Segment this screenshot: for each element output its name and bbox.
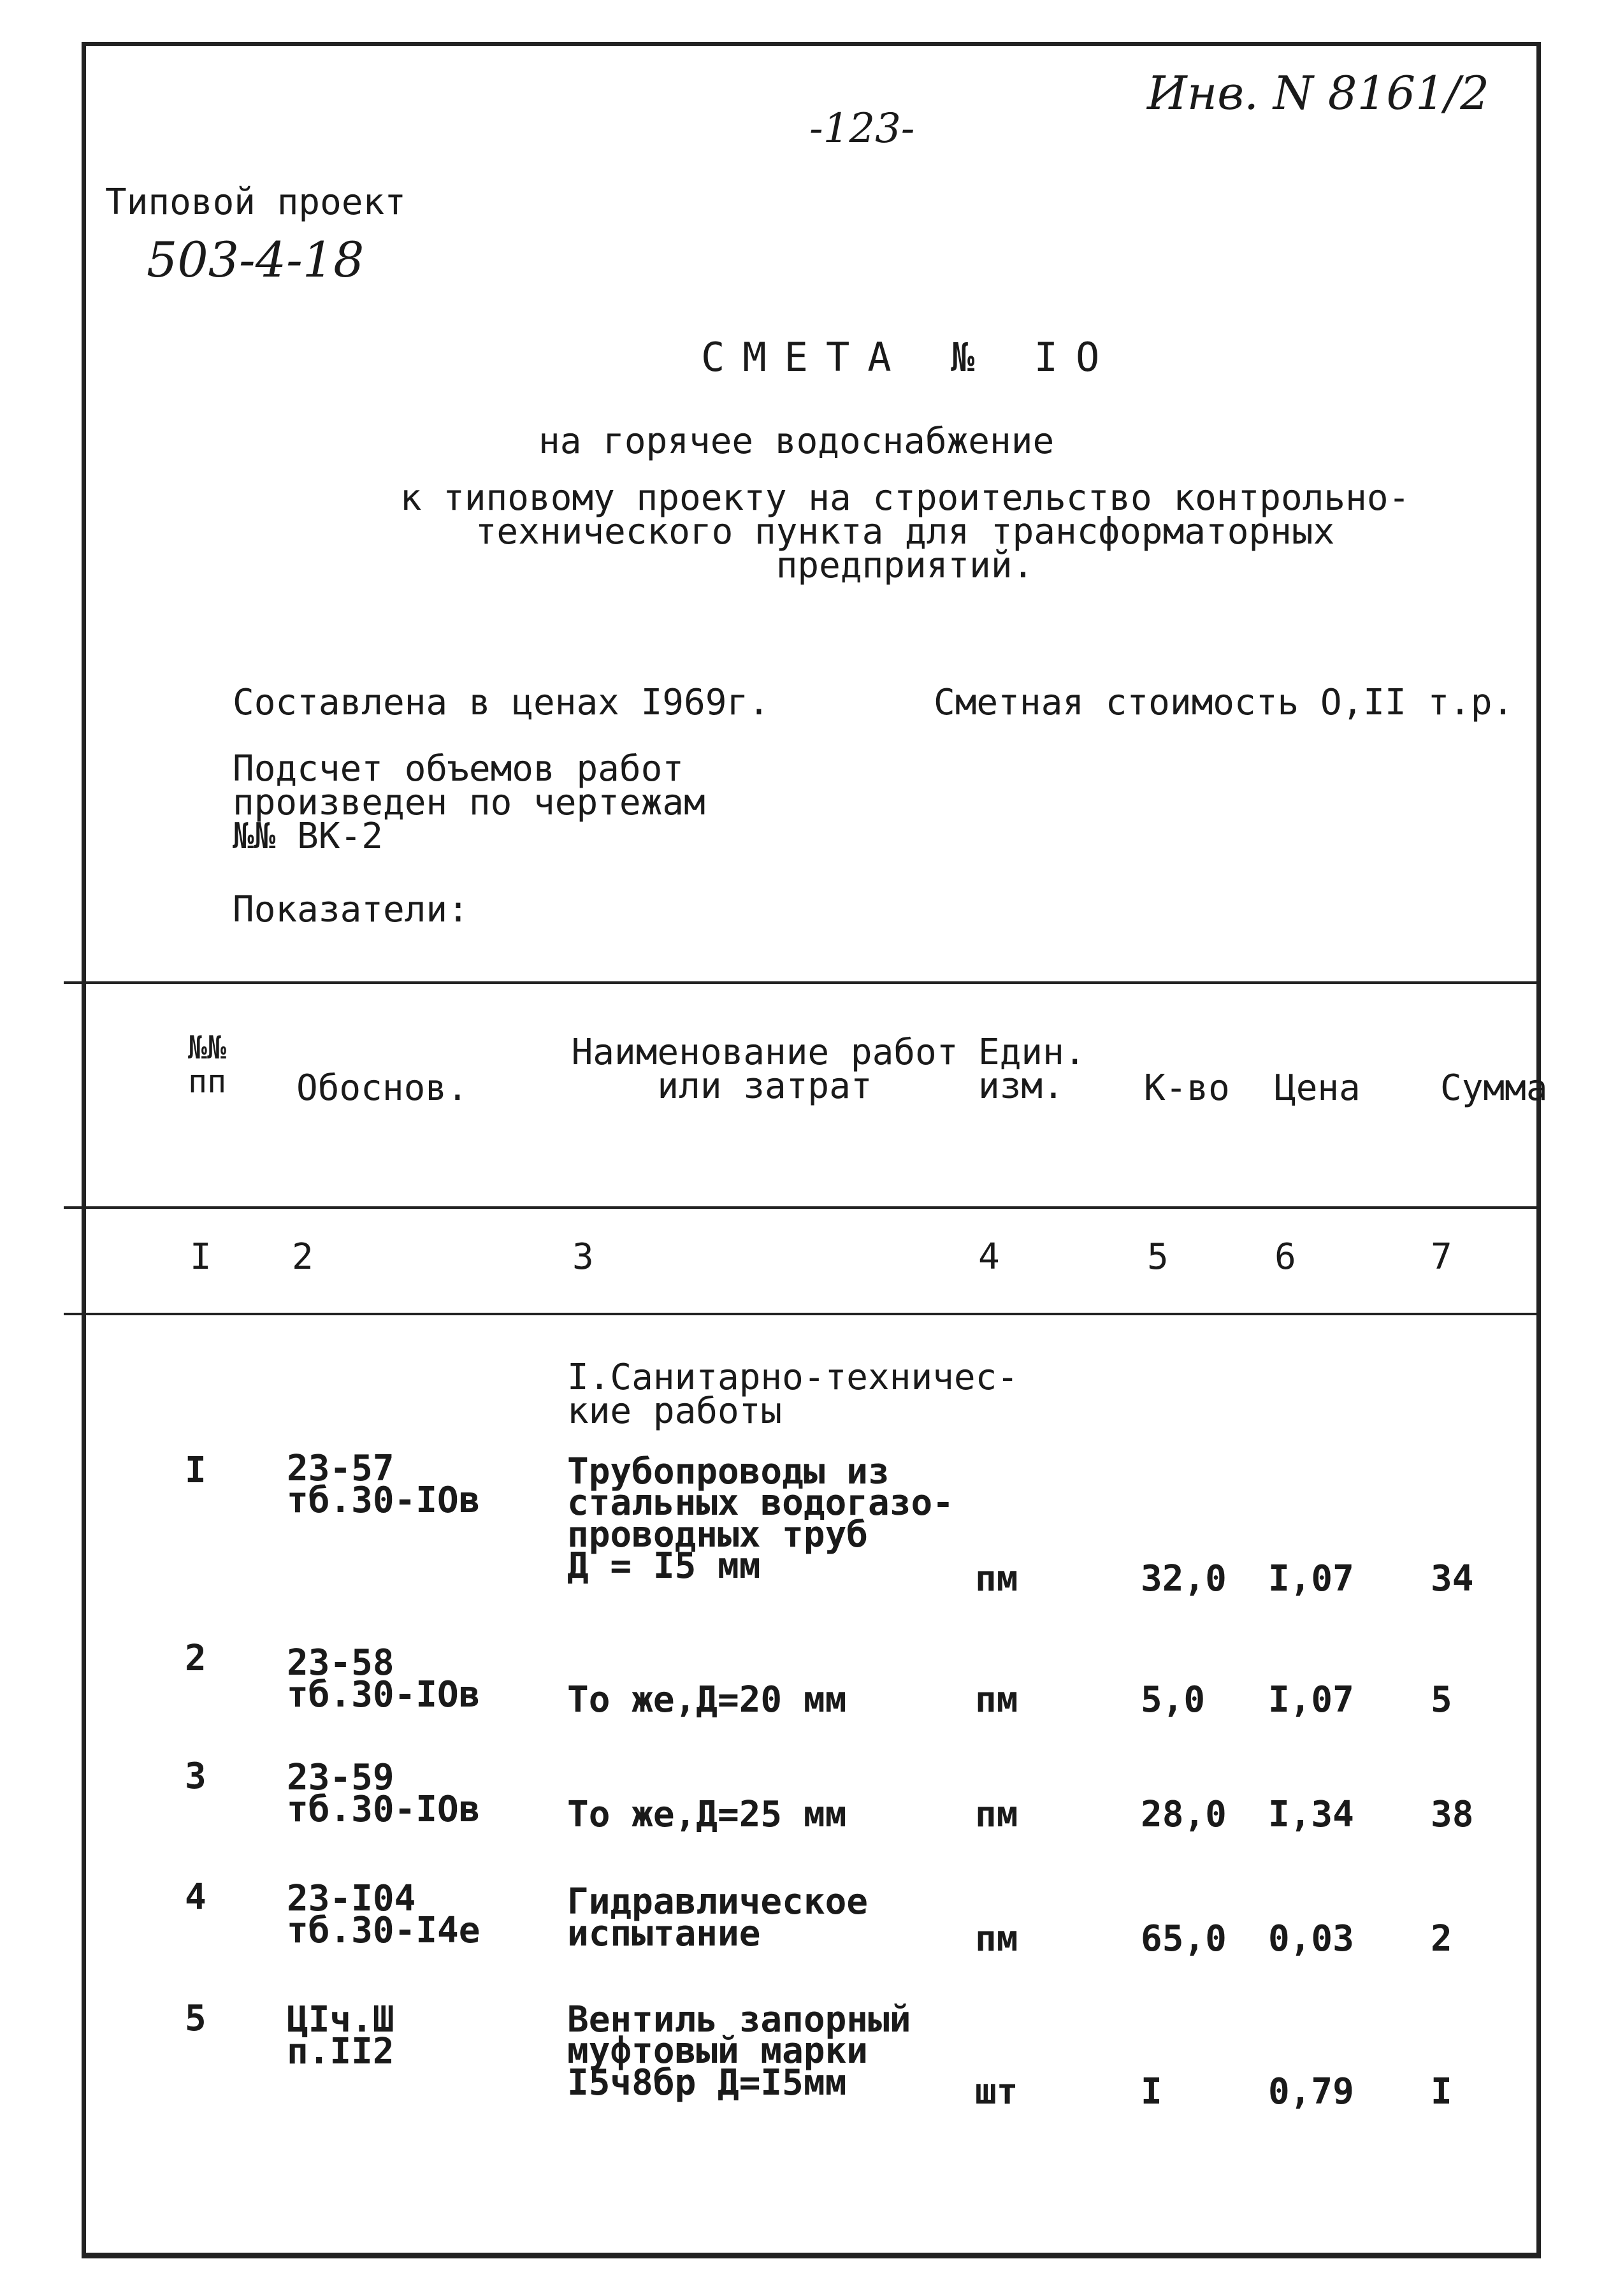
row-price: I,07 (1268, 1558, 1354, 1599)
section-title: I.Санитарно-техничес- кие работы (567, 1357, 1019, 1433)
row-name: То же,Д=25 мм (567, 1794, 847, 1835)
row-name: Трубопроводы из стальных водогазо- проводных труб Д = I5 мм (567, 1451, 954, 1587)
table-header-rule (64, 1206, 1541, 1209)
row-name: То же,Д=20 мм (567, 1679, 847, 1721)
header-qty: К-во (1144, 1067, 1230, 1109)
row-sum: 2 (1431, 1918, 1452, 1960)
row-num: 3 (185, 1756, 206, 1797)
project-number: 503-4-18 (147, 231, 365, 288)
row-qty: I (1141, 2071, 1162, 2112)
row-basis: 23-58 тб.30-IОв (287, 1642, 480, 1716)
row-name: Вентиль запорный муфтовый марки I5ч8бр Д=I5мм (567, 1999, 911, 2104)
colnum-6: 6 (1275, 1236, 1296, 1278)
row-num: I (185, 1450, 206, 1491)
row-sum: 5 (1431, 1679, 1452, 1721)
page-number: -123- (809, 105, 915, 152)
subtitle-line-1: на горячее водоснабжение (538, 421, 1055, 462)
row-unit: пм (975, 1794, 1018, 1835)
colnum-2: 2 (292, 1236, 314, 1278)
colnum-3: 3 (572, 1236, 594, 1278)
row-num: 4 (185, 1877, 206, 1918)
row-basis: 23-57 тб.30-IОв (287, 1448, 480, 1522)
colnum-7: 7 (1431, 1236, 1452, 1278)
header-sum: Сумма (1440, 1067, 1548, 1109)
row-sum: 34 (1431, 1558, 1474, 1599)
header-name: Наименование работ или затрат (571, 1032, 958, 1108)
row-qty: 65,0 (1141, 1918, 1227, 1960)
inventory-number: Инв. N 8161/2 (1147, 66, 1490, 120)
colnum-1: I (190, 1236, 212, 1278)
row-basis: ЦIч.Ш п.II2 (287, 1999, 394, 2073)
header-basis: Обоснов. (296, 1067, 468, 1109)
row-basis: 23-I04 тб.30-I4е (287, 1878, 480, 1952)
row-name: Гидравлическое испытание (567, 1881, 869, 1955)
prices-note: Составлена в ценах I969г. (233, 682, 770, 723)
table-top-rule (64, 981, 1541, 984)
row-sum: I (1431, 2071, 1452, 2112)
row-price: I,07 (1268, 1679, 1354, 1721)
project-label: Типовой проект (105, 182, 407, 223)
row-price: 0,79 (1268, 2071, 1354, 2112)
row-num: 5 (185, 1998, 206, 2039)
row-qty: 28,0 (1141, 1794, 1227, 1835)
colnum-4: 4 (978, 1236, 1000, 1278)
row-num: 2 (185, 1638, 206, 1679)
row-basis: 23-59 тб.30-IОв (287, 1757, 480, 1831)
table-colnum-rule (64, 1313, 1541, 1315)
row-price: 0,03 (1268, 1918, 1354, 1960)
row-unit: пм (975, 1558, 1018, 1599)
document-title: СМЕТА № IО (701, 334, 1118, 380)
header-price: Цена (1275, 1067, 1361, 1109)
row-qty: 32,0 (1141, 1558, 1227, 1599)
subtitle-description: к типовому проекту на строительство контрольно- технического пункта для трансформаторных предприятий. (400, 477, 1410, 587)
header-unit: Един. изм. (978, 1032, 1086, 1108)
row-unit: шт (975, 2071, 1018, 2112)
cost-note: Сметная стоимость О,II т.р. (934, 682, 1514, 723)
row-unit: пм (975, 1679, 1018, 1721)
row-qty: 5,0 (1141, 1679, 1206, 1721)
header-num: №№ пп (188, 1029, 227, 1100)
drawings-note: Подсчет объемов работ произведен по чертежам №№ ВК-2 (233, 748, 705, 858)
row-unit: пм (975, 1918, 1018, 1960)
indicators-label: Показатели: (233, 889, 469, 930)
row-sum: 38 (1431, 1794, 1474, 1835)
row-price: I,34 (1268, 1794, 1354, 1835)
colnum-5: 5 (1147, 1236, 1169, 1278)
